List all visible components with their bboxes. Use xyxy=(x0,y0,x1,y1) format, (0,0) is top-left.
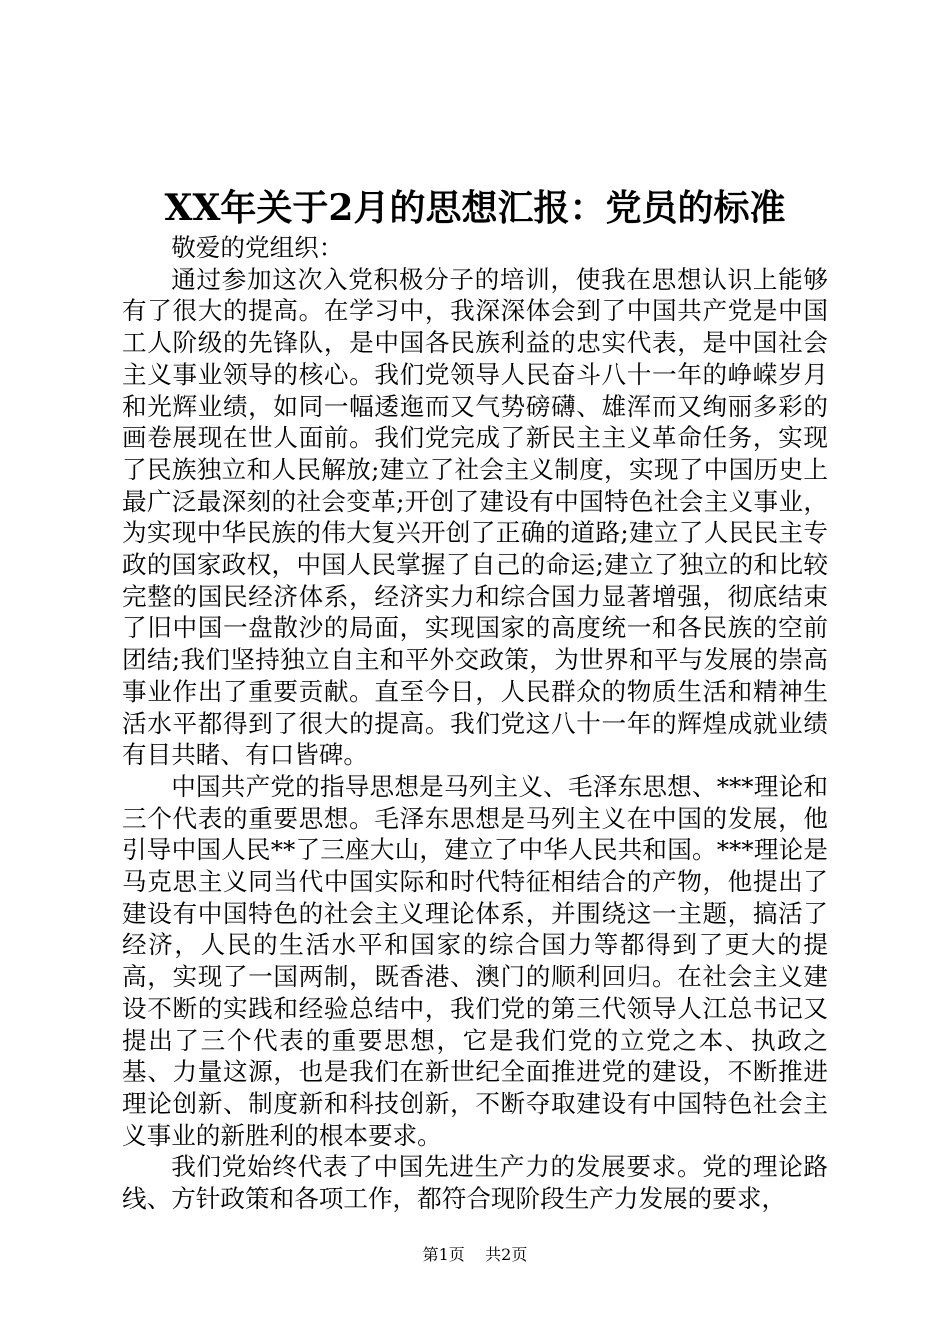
document-title: XX年关于2月的思想汇报：党员的标准 xyxy=(164,187,786,229)
paragraph-3: 我们党始终代表了中国先进生产力的发展要求。党的理论路线、方针政策和各项工作，都符合现阶段生产力发展的要求， xyxy=(122,1152,828,1214)
page-total: 共2页 xyxy=(485,1245,528,1264)
page-number: 第1页 xyxy=(422,1245,465,1264)
paragraph-1: 通过参加这次入党积极分子的培训，使我在思想认识上能够有了很大的提高。在学习中，我深深体会到了中国共产党是中国工人阶级的先锋队，是中国各民族利益的忠实代表，是中国社会主义事业领导的核心。我们党领导人民奋斗八十一年的峥嵘岁月和光辉业绩，如同一幅逶迤而又气势磅礴、雄浑而又绚丽多彩的画卷展现在世人面前。我们党完成了新民主主义革命任务，实现了民族独立和人民解放;建立了社会主义制度，实现了中国历史上最广泛最深刻的社会变革;开创了建设有中国特色社会主义事业，为实现中华民族的伟大复兴开创了正确的道路;建立了人民民主专政的国家政权，中国人民掌握了自己的命运;建立了独立的和比较完整的国民经济体系，经济实力和综合国力显著增强，彻底结束了旧中国一盘散沙的局面，实现国家的高度统一和各民族的空前团结;我们坚持独立自主和平外交政策，为世界和平与发展的崇高事业作出了重要贡献。直至今日，人民群众的物质生活和精神生活水平都得到了很大的提高。我们党这八十一年的辉煌成就业绩有目共睹、有口皆碑。 xyxy=(122,264,828,770)
page-footer xyxy=(0,1244,950,1266)
document-body xyxy=(122,232,828,1215)
paragraph-2: 中国共产党的指导思想是马列主义、毛泽东思想、***理论和三个代表的重要思想。毛泽东思想是马列主义在中国的发展，他引导中国人民**了三座大山，建立了中华人民共和国。***理论是马克思主义同当代中国实际和时代特征相结合的产物，他提出了建设有中国特色的社会主义理论体系，并围绕这一主题，搞活了经济，人民的生活水平和国家的综合国力等都得到了更大的提高，实现了一国两制，既香港、澳门的顺利回归。在社会主义建设不断的实践和经验总结中，我们党的第三代领导人江总书记又提出了三个代表的重要思想，它是我们党的立党之本、执政之基、力量这源，也是我们在新世纪全面推进党的建设，不断推进理论创新、制度新和科技创新，不断夺取建设有中国特色社会主义事业的新胜利的根本要求。 xyxy=(122,771,828,1150)
salutation: 敬爱的党组织： xyxy=(171,233,344,262)
